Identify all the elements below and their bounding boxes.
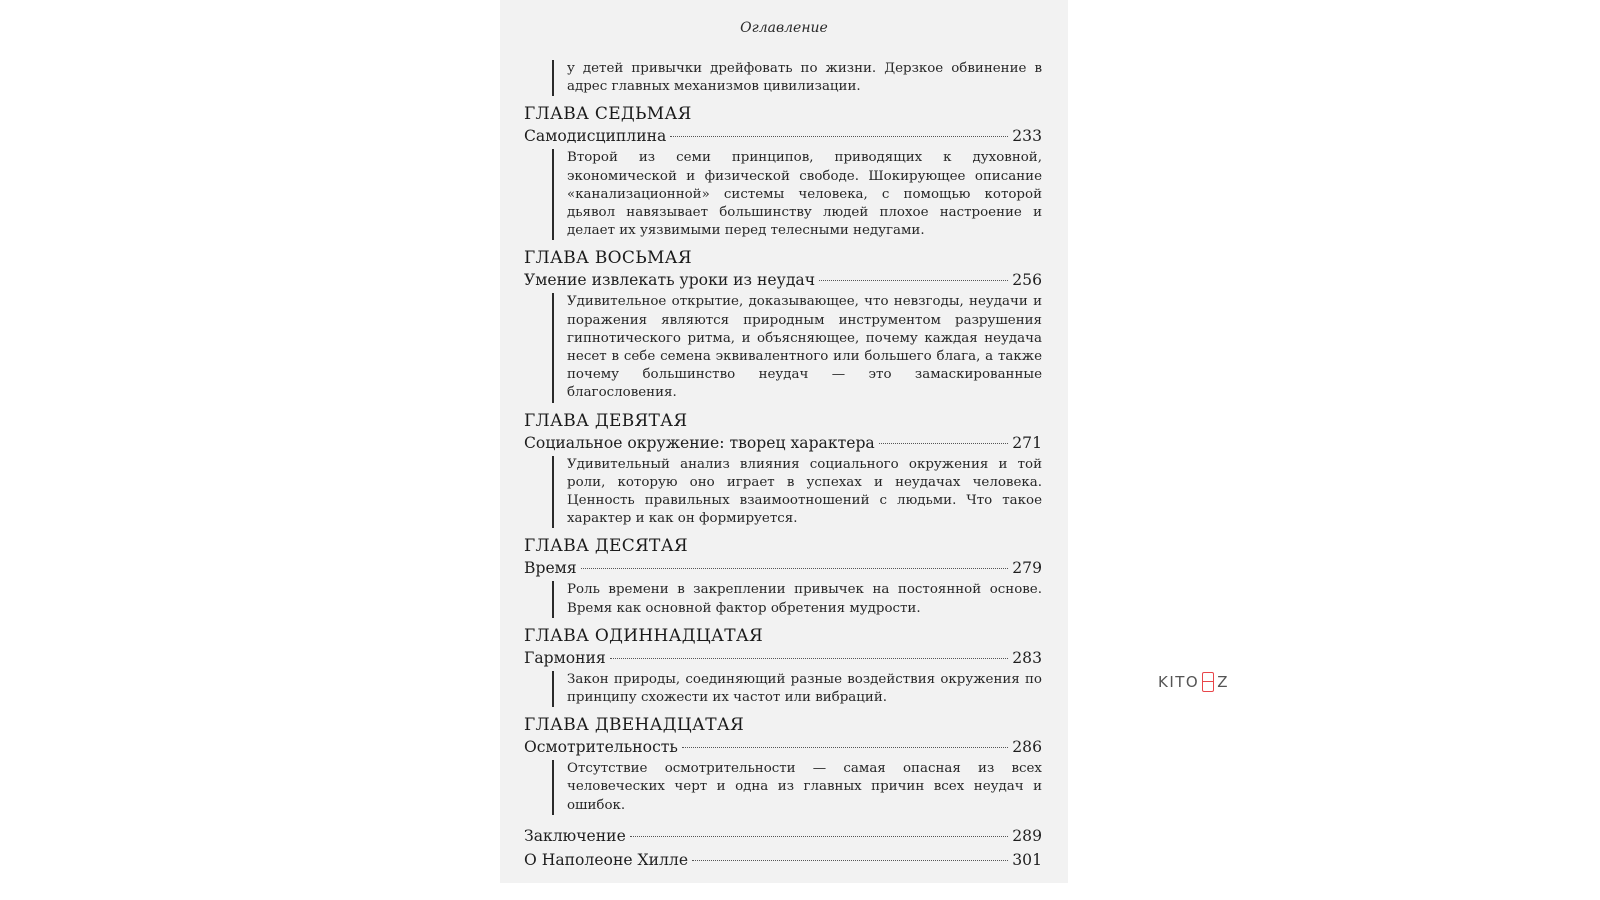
- toc-entry-title: Заключение: [524, 826, 626, 845]
- leader-dots: [692, 860, 1008, 861]
- toc-entry-page: 233: [1012, 127, 1042, 146]
- toc-entry-title: О Наполеоне Хилле: [524, 850, 689, 869]
- leader-dots: [879, 443, 1008, 444]
- toc-entry[interactable]: [524, 125, 1042, 147]
- logo-text-right: Z: [1217, 673, 1230, 691]
- chapter-heading: ГЛАВА ОДИННАДЦАТАЯ: [524, 625, 764, 646]
- chapter-heading: ГЛАВА ДЕСЯТАЯ: [524, 536, 688, 557]
- toc-entry[interactable]: [524, 432, 1042, 454]
- table-of-contents: [524, 60, 1042, 873]
- toc-entry-title: Социальное окружение: творец характера: [524, 433, 875, 452]
- toc-entry-page: 283: [1012, 648, 1042, 667]
- chapter-description: Роль времени в закреплении привычек на постоянной основе. Время как основной фактор обретения мудрости.: [552, 581, 1042, 617]
- leader-dots: [610, 658, 1008, 659]
- chapter-heading: ГЛАВА СЕДЬМАЯ: [524, 104, 692, 125]
- leader-dots: [630, 836, 1008, 837]
- leader-dots: [670, 136, 1008, 137]
- toc-entry-conclusion[interactable]: [524, 825, 1042, 847]
- toc-entry-page: 279: [1012, 559, 1042, 578]
- toc-entry-about-author[interactable]: [524, 849, 1042, 871]
- toc-entry-page: 286: [1012, 738, 1042, 757]
- chapter-description: Второй из семи принципов, приводящих к духовной, экономической и физической свободе. Шокирующее описание «канализационной» системы человека, с помощью которой дьявол навязывает большинству людей плохое настроение и делает их уязвимыми перед телесными недугами.: [552, 149, 1042, 240]
- kitobz-logo[interactable]: [1158, 672, 1229, 692]
- toc-entry[interactable]: [524, 557, 1042, 579]
- leader-dots: [682, 747, 1008, 748]
- toc-entry-page: 256: [1012, 271, 1042, 290]
- chapter-description: Закон природы, соединяющий разные воздействия окружения по принципу схожести их частот или вибраций.: [552, 671, 1042, 707]
- toc-entry[interactable]: [524, 269, 1042, 291]
- toc-entry-title: Гармония: [524, 648, 606, 667]
- toc-entry-page: 271: [1012, 433, 1042, 452]
- toc-entry-title: Осмотрительность: [524, 738, 678, 757]
- chapter-heading: ГЛАВА ДЕВЯТАЯ: [524, 410, 688, 431]
- toc-entry-title: Умение извлекать уроки из неудач: [524, 271, 816, 290]
- chapter-description: Удивительный анализ влияния социального окружения и той роли, которую оно играет в успехах и неудачах человека. Ценность правильных взаимоотношений с людьми. Что такое характер и как он формируется.: [552, 456, 1042, 529]
- toc-entry[interactable]: [524, 647, 1042, 669]
- book-page: [500, 0, 1068, 883]
- spacer: [524, 815, 1042, 825]
- toc-entry-page: 289: [1012, 826, 1042, 845]
- toc-entry-title: Самодисциплина: [524, 127, 667, 146]
- chapter-description: Удивительное открытие, доказывающее, что невзгоды, неудачи и поражения являются природным инструментом разрушения гипнотического ритма, и объясняющее, почему каждая неудача несет в себе семена эквивалентного или большего блага, а также почему большинство неудач — это замаскированные благословения.: [552, 293, 1042, 402]
- toc-entry-title: Время: [524, 559, 577, 578]
- leader-dots: [819, 280, 1008, 281]
- leader-dots: [581, 568, 1008, 569]
- logo-text-left: KITO: [1158, 673, 1200, 691]
- toc-entry-page: 301: [1012, 850, 1042, 869]
- chapter-heading: ГЛАВА ВОСЬМАЯ: [524, 248, 692, 269]
- toc-entry[interactable]: [524, 736, 1042, 758]
- chapter-heading: ГЛАВА ДВЕНАДЦАТАЯ: [524, 715, 745, 736]
- chapter-description: у детей привычки дрейфовать по жизни. Дерзкое обвинение в адрес главных механизмов цивилизации.: [552, 60, 1042, 96]
- running-head: Оглавление: [740, 20, 828, 36]
- book-icon: [1202, 672, 1214, 692]
- chapter-description: Отсутствие осмотрительности — самая опасная из всех человеческих черт и одна из главных причин всех неудач и ошибок.: [552, 760, 1042, 815]
